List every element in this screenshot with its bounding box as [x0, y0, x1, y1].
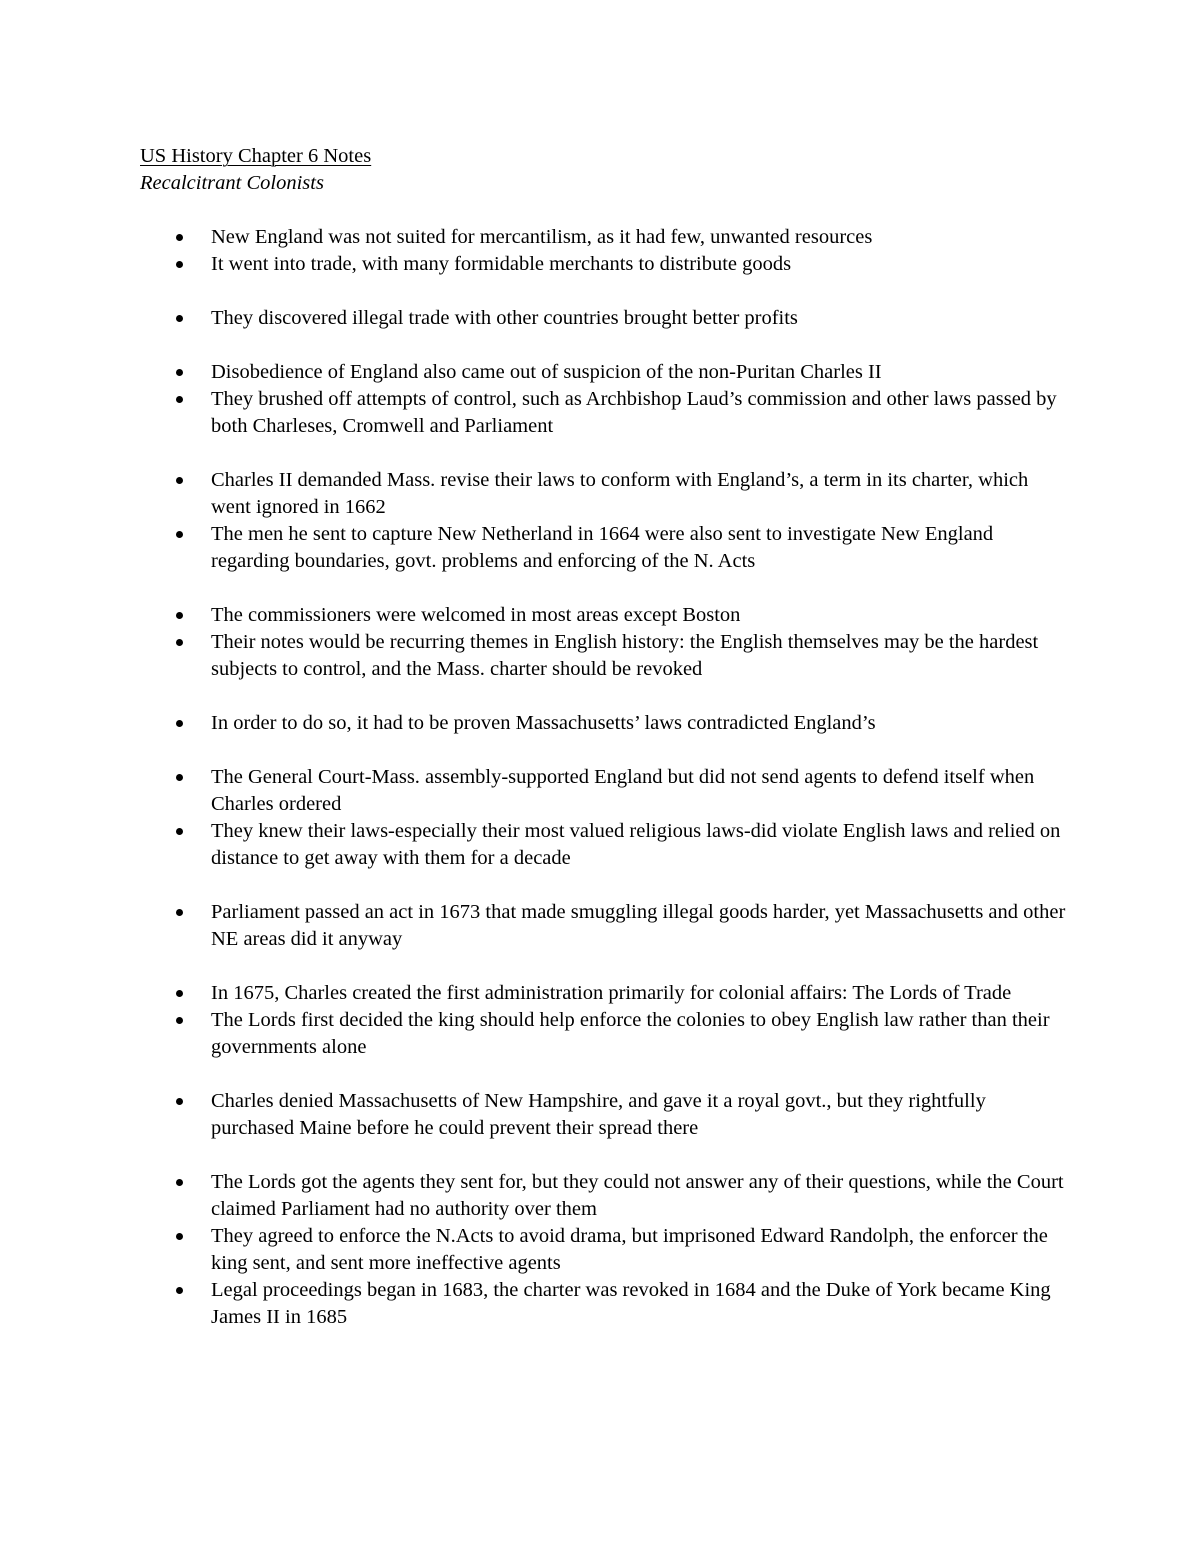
list-item: [140, 899, 1070, 953]
list-item: [140, 305, 1070, 332]
bullet-icon: [176, 369, 183, 376]
note-text: In 1675, Charles created the first administration primarily for colonial affairs: The Lords of Trade: [211, 982, 1012, 1004]
list-item: [140, 1223, 1070, 1277]
note-text: They agreed to enforce the N.Acts to avoid drama, but imprisoned Edward Randolph, the enforcer the king sent, and sent more ineffective agents: [211, 1225, 1048, 1274]
list-item: [140, 386, 1070, 440]
page-subtitle: Recalcitrant Colonists: [140, 172, 324, 194]
note-text: Charles II demanded Mass. revise their laws to conform with England’s, a term in its charter, which went ignored in 1662: [211, 469, 1029, 518]
list-item: [140, 764, 1070, 818]
note-text: The men he sent to capture New Netherland in 1664 were also sent to investigate New England regarding boundaries, govt. problems and enforcing of the N. Acts: [211, 523, 994, 572]
note-text: Disobedience of England also came out of suspicion of the non-Puritan Charles II: [211, 361, 882, 383]
notes-list: [140, 224, 1070, 1331]
list-item: [140, 359, 1070, 386]
bullet-icon: [176, 1098, 183, 1105]
list-item: [140, 710, 1070, 737]
bullet-icon: [176, 1179, 183, 1186]
note-text: Parliament passed an act in 1673 that made smuggling illegal goods harder, yet Massachusetts and other NE areas did it anyway: [211, 901, 1066, 950]
list-item: [140, 1277, 1070, 1331]
document-content: [140, 143, 1070, 1331]
bullet-icon: [176, 720, 183, 727]
bullet-icon: [176, 1287, 183, 1294]
list-item: [140, 467, 1070, 521]
bullet-icon: [176, 477, 183, 484]
bullet-icon: [176, 1017, 183, 1024]
list-item: [140, 224, 1070, 251]
list-item: [140, 818, 1070, 872]
note-text: In order to do so, it had to be proven Massachusetts’ laws contradicted England’s: [211, 712, 876, 734]
list-item: [140, 1007, 1070, 1061]
bullet-icon: [176, 396, 183, 403]
note-text: The commissioners were welcomed in most areas except Boston: [211, 604, 741, 626]
bullet-icon: [176, 828, 183, 835]
bullet-icon: [176, 531, 183, 538]
bullet-icon: [176, 315, 183, 322]
bullet-icon: [176, 990, 183, 997]
note-text: Their notes would be recurring themes in English history: the English themselves may be the hardest subjects to control, and the Mass. charter should be revoked: [211, 631, 1039, 680]
note-text: They discovered illegal trade with other countries brought better profits: [211, 307, 798, 329]
note-text: They knew their laws-especially their most valued religious laws-did violate English laws and relied on distance to get away with them for a decade: [211, 820, 1061, 869]
bullet-icon: [176, 261, 183, 268]
note-text: They brushed off attempts of control, such as Archbishop Laud’s commission and other laws passed by both Charleses, Cromwell and Parliament: [211, 388, 1057, 437]
bullet-icon: [176, 774, 183, 781]
list-item: [140, 1088, 1070, 1142]
note-text: It went into trade, with many formidable merchants to distribute goods: [211, 253, 792, 275]
bullet-icon: [176, 909, 183, 916]
list-item: [140, 251, 1070, 278]
note-text: New England was not suited for mercantilism, as it had few, unwanted resources: [211, 226, 873, 248]
list-item: [140, 521, 1070, 575]
note-text: The Lords got the agents they sent for, but they could not answer any of their questions, while the Court claimed Parliament had no authority over them: [211, 1171, 1064, 1220]
note-text: The Lords first decided the king should help enforce the colonies to obey English law rather than their governments alone: [211, 1009, 1050, 1058]
list-item: [140, 629, 1070, 683]
bullet-icon: [176, 639, 183, 646]
page-title: US History Chapter 6 Notes: [140, 145, 372, 167]
list-item: [140, 980, 1070, 1007]
bullet-icon: [176, 234, 183, 241]
list-item: [140, 602, 1070, 629]
note-text: Legal proceedings began in 1683, the charter was revoked in 1684 and the Duke of York became King James II in 1685: [211, 1279, 1051, 1328]
bullet-icon: [176, 612, 183, 619]
bullet-icon: [176, 1233, 183, 1240]
list-item: [140, 1169, 1070, 1223]
note-text: Charles denied Massachusetts of New Hampshire, and gave it a royal govt., but they rightfully purchased Maine before he could prevent their spread there: [211, 1090, 986, 1139]
note-text: The General Court-Mass. assembly-supported England but did not send agents to defend itself when Charles ordered: [211, 766, 1035, 815]
